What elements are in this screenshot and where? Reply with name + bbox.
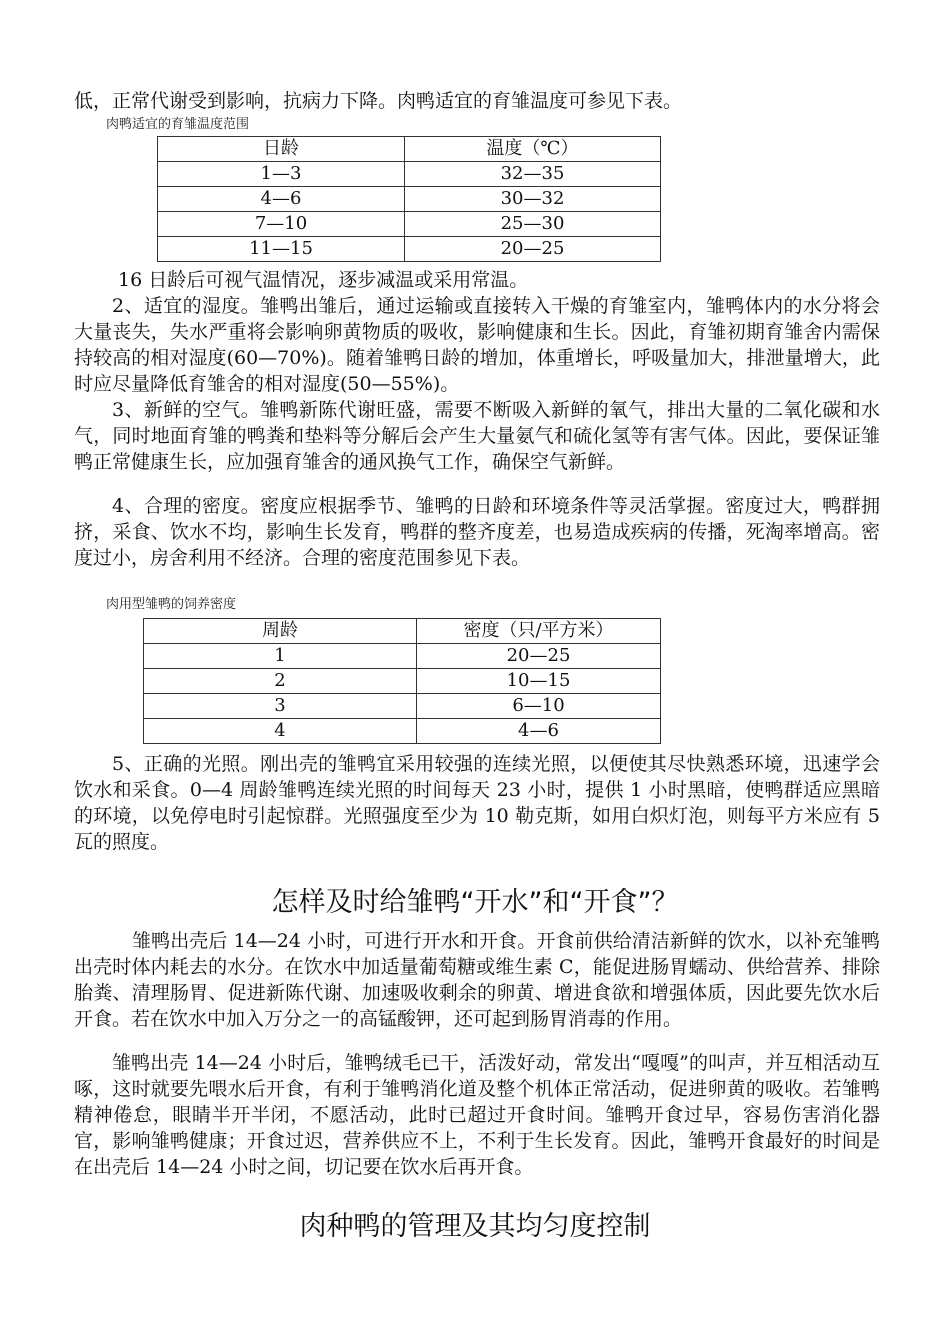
table-header-row xyxy=(158,137,661,162)
table-row xyxy=(144,719,661,744)
table-row xyxy=(144,644,661,669)
paragraph-feeding-2: 雏鸭出壳 14—24 小时后，雏鸭绒毛已干，活泼好动，常发出“嘎嘎”的叫声，并互相活动互啄，这时就要先喂水后开食，有利于雏鸭消化道及整个机体正常活动，促进卵黄的吸收。若雏鸭精神倦怠，眼睛半开半闭，不愿活动，此时已超过开食时间。雏鸭开食过早，容易伤害消化器官，影响雏鸭健康；开食过迟，营养供应不上，不利于生长发育。因此，雏鸭开食最好的时间是在出壳后 14—24 小时之间，切记要在饮水后再开食。 xyxy=(74,1052,880,1178)
table-cell: 25—30 xyxy=(405,212,661,237)
table-cell: 1—3 xyxy=(158,162,405,187)
table-cell: 1 xyxy=(144,644,417,669)
section-heading-feeding: 怎样及时给雏鸭“开水”和“开食”？ xyxy=(271,887,679,918)
table-cell: 4—6 xyxy=(158,187,405,212)
temperature-table xyxy=(157,136,661,262)
table-cell: 7—10 xyxy=(158,212,405,237)
table-row xyxy=(158,237,661,262)
table-cell: 10—15 xyxy=(417,669,661,694)
paragraph-light: 5、正确的光照。刚出壳的雏鸭宜采用较强的连续光照，以便使其尽快熟悉环境，迅速学会饮水和采食。0—4 周龄雏鸭连续光照的时间每天 23 小时，提供 1 小时黑暗，使鸭群适应黑暗的环境，以免停电时引起惊群。光照强度至少为 10 勒克斯，如用白炽灯泡，则每平方米应有 5 瓦的照度。 xyxy=(74,753,880,853)
table-cell: 4—6 xyxy=(417,719,661,744)
table-header-cell: 日龄 xyxy=(158,137,405,162)
after-table1-text: 16 日龄后可视气温情况，逐步减温或采用常温。 xyxy=(118,269,529,291)
table-cell: 20—25 xyxy=(405,237,661,262)
paragraph-feeding-1: 雏鸭出壳后 14—24 小时，可进行开水和开食。开食前供给清洁新鲜的饮水，以补充雏鸭出壳时体内耗去的水分。在饮水中加适量葡萄糖或维生素 C，能促进肠胃蠕动、供给营养、排除胎粪、清理肠胃、促进新陈代谢、加速吸收剩余的卵黄、增进食欲和增强体质，因此要先饮水后开食。若在饮水中加入万分之一的高锰酸钾，还可起到肠胃消毒的作用。 xyxy=(74,930,880,1030)
table2-caption: 肉用型雏鸭的饲养密度 xyxy=(106,597,237,612)
table-cell: 4 xyxy=(144,719,417,744)
table-cell: 6—10 xyxy=(417,694,661,719)
table-header-cell: 周龄 xyxy=(144,619,417,644)
table-cell: 20—25 xyxy=(417,644,661,669)
table-header-row xyxy=(144,619,661,644)
table-header-cell: 密度（只/平方米） xyxy=(417,619,661,644)
paragraph-humidity: 2、适宜的湿度。雏鸭出雏后，通过运输或直接转入干燥的育雏室内，雏鸭体内的水分将会大量丧失，失水严重将会影响卵黄物质的吸收，影响健康和生长。因此，育雏初期育雏舍内需保持较高的相对湿度(60—70%)。随着雏鸭日龄的增加，体重增长，呼吸量加大，排泄量增大，此时应尽量降低育雏舍的相对湿度(50—55%)。 xyxy=(74,295,880,395)
table-cell: 2 xyxy=(144,669,417,694)
table-row xyxy=(158,212,661,237)
table-cell: 11—15 xyxy=(158,237,405,262)
table-cell: 3 xyxy=(144,694,417,719)
table-cell: 32—35 xyxy=(405,162,661,187)
table-cell: 30—32 xyxy=(405,187,661,212)
paragraph-air: 3、新鲜的空气。雏鸭新陈代谢旺盛，需要不断吸入新鲜的氧气，排出大量的二氧化碳和水气，同时地面育雏的鸭粪和垫料等分解后会产生大量氨气和硫化氢等有害气体。因此，要保证雏鸭正常健康生长，应加强育雏舍的通风换气工作，确保空气新鲜。 xyxy=(74,399,880,473)
table1-caption: 肉鸭适宜的育雏温度范围 xyxy=(106,117,250,132)
section-heading-breeder: 肉种鸭的管理及其均匀度控制 xyxy=(299,1211,651,1242)
table-header-cell: 温度（℃） xyxy=(405,137,661,162)
density-table xyxy=(143,618,661,744)
paragraph-density: 4、合理的密度。密度应根据季节、雏鸭的日龄和环境条件等灵活掌握。密度过大，鸭群拥挤，采食、饮水不均，影响生长发育，鸭群的整齐度差，也易造成疾病的传播，死淘率增高。密度过小，房舍利用不经济。合理的密度范围参见下表。 xyxy=(74,495,880,569)
table-row xyxy=(158,162,661,187)
table-row xyxy=(144,669,661,694)
intro-line: 低，正常代谢受到影响，抗病力下降。肉鸭适宜的育雏温度可参见下表。 xyxy=(74,90,683,112)
table-row xyxy=(144,694,661,719)
table-row xyxy=(158,187,661,212)
